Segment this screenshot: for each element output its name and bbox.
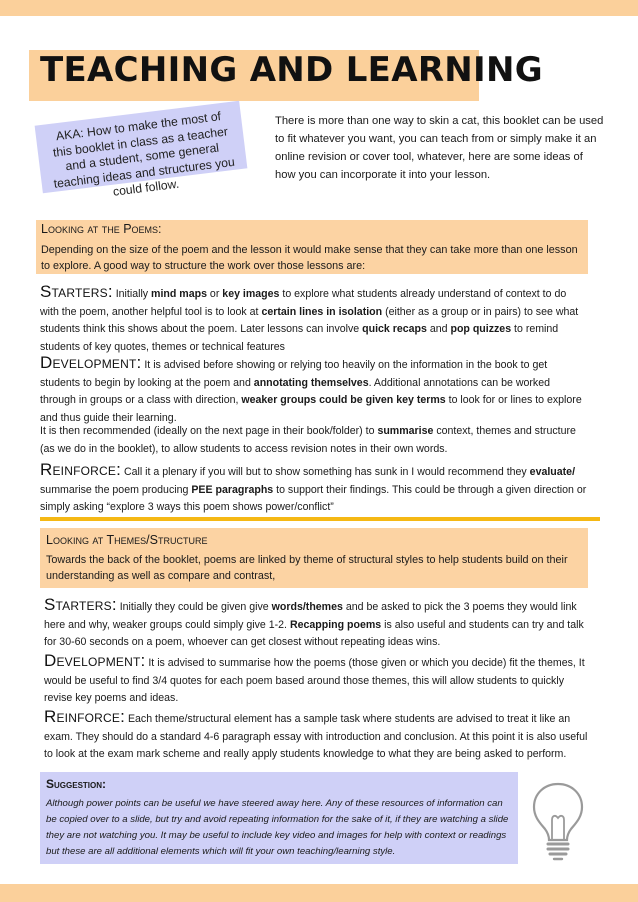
text: Call it a plenary if you will but to show something has sunk in I would recommend they — [121, 466, 530, 478]
bold-term: evaluate/ — [529, 466, 576, 478]
themes-development — [44, 652, 590, 708]
poems-heading: Looking at the Poems: — [41, 222, 162, 236]
text: and be asked to pick the 3 poems they would link here and why, weaker groups could simply give 1-2. — [44, 601, 577, 631]
top-band — [0, 0, 638, 16]
text: to support their findings. This could be through a given direction or simply asking “explore 3 ways this poem shows power/conflict” — [40, 483, 587, 513]
bold-term: key images — [222, 288, 280, 300]
suggestion-box — [40, 772, 518, 864]
poems-reinforce-lead: Reinforce: — [40, 460, 122, 479]
text: is also useful and students can try and talk for 30-60 seconds on a poem, whoever can get closest without repeating ideas wins. — [44, 618, 584, 648]
lightbulb-icon — [528, 780, 588, 862]
themes-development-lead: Development: — [44, 651, 146, 670]
text: Each theme/structural element has a sample task where students are advised to treat it like an exam. They should do a standard 4-6 paragraph essay with introduction and conclusion. At this point it is also useful to look at the exam mark scheme and really apply students knowledge to what they are being asked to perform. — [44, 713, 588, 760]
aka-note: AKA: How to make the most of this booklet in class as a teacher and a student, some general teaching ideas and structures you could follow. — [35, 101, 248, 194]
poems-starters — [40, 283, 588, 356]
bold-term: certain lines in isolation — [261, 305, 383, 318]
text: Initially they could be given give — [116, 601, 272, 613]
bold-term: PEE paragraphs — [191, 483, 274, 496]
poems-development-lead: Development: — [40, 353, 142, 372]
suggestion-heading: Suggestion: — [46, 777, 107, 791]
text: It is then recommended (ideally on the next page in their book/folder) to — [40, 425, 378, 437]
text: . Additional annotations can be worked through in groups or a class with direction, — [40, 376, 550, 406]
text: and — [426, 323, 451, 335]
text: It is advised before showing or relying too heavily on the information in the book to get students to begin by looking at the poem and — [40, 359, 548, 389]
bold-term: quick recaps — [362, 323, 427, 335]
bold-term: mind maps — [151, 288, 207, 300]
page-title: TEACHING AND LEARNING — [40, 50, 543, 90]
themes-reinforce — [44, 708, 590, 764]
text: to look for or lines to explore and thus guide their learning. — [40, 394, 582, 424]
poems-next-step — [40, 423, 588, 458]
bold-term: weaker groups could be given key terms — [241, 394, 446, 406]
text: Initially — [112, 288, 152, 300]
poems-header — [36, 220, 588, 274]
themes-reinforce-lead: Reinforce: — [44, 707, 126, 726]
themes-intro: Towards the back of the booklet, poems are linked by theme of structural styles to help students build on their understanding as well as compare and contrast, — [46, 554, 568, 582]
intro-text: There is more than one way to skin a cat, this booklet can be used to fit whatever you want, you can teach from or simply make it an online revision or cover tool, whatever, here are some ideas of how you can incorporate it into your lesson. — [275, 115, 604, 181]
suggestion-text: Although power points can be useful we have steered away here. Any of these resources of information can be copied over to a slide, but try and avoid repeating information for the sake of it, if they are watching a slide they are not watching you. It may be useful to include key video and images for help with context or readings but these are all additional elements which will fit your own teaching/learning style. — [46, 798, 509, 857]
themes-starters-lead: Starters: — [44, 595, 117, 614]
text: to explore what students already understand of context to do with the poem, another helpful tool is to look at — [40, 288, 567, 318]
themes-header — [40, 528, 588, 588]
bold-term: summarise — [377, 425, 434, 437]
bold-term: annotating themselves — [253, 376, 369, 389]
poems-intro: Depending on the size of the poem and the lesson it would make sense that they can take more than one lesson to explore. A good way to structure the work over those lessons are: — [41, 244, 578, 272]
text: summarise the poem producing — [40, 483, 192, 496]
text: or — [206, 288, 223, 300]
text: to remind students of key quotes, themes or technical features — [40, 323, 559, 353]
text: context, themes and structure (as we do in the booklet), to allow students to access revision notes in their own words. — [40, 425, 576, 455]
themes-starters — [44, 596, 590, 652]
section-divider — [40, 517, 600, 521]
poems-development — [40, 354, 588, 427]
bottom-band — [0, 884, 638, 902]
text: (either as a group or in pairs) to see what students think this shows about the poem. Later lessons can involve — [40, 305, 579, 335]
themes-heading: Looking at Themes/Structure — [46, 533, 208, 547]
bold-term: Recapping poems — [289, 618, 382, 631]
poems-starters-lead: Starters: — [40, 282, 113, 301]
text: It is advised to summarise how the poems (those given or which you decide) fit the themes, It would be useful to find 3/4 quotes for each poem based around those themes, this will allow students to quickly revise key poems and ideas. — [44, 657, 585, 704]
bold-term: words/themes — [271, 601, 343, 613]
poems-reinforce — [40, 461, 588, 517]
bold-term: pop quizzes — [450, 323, 512, 335]
